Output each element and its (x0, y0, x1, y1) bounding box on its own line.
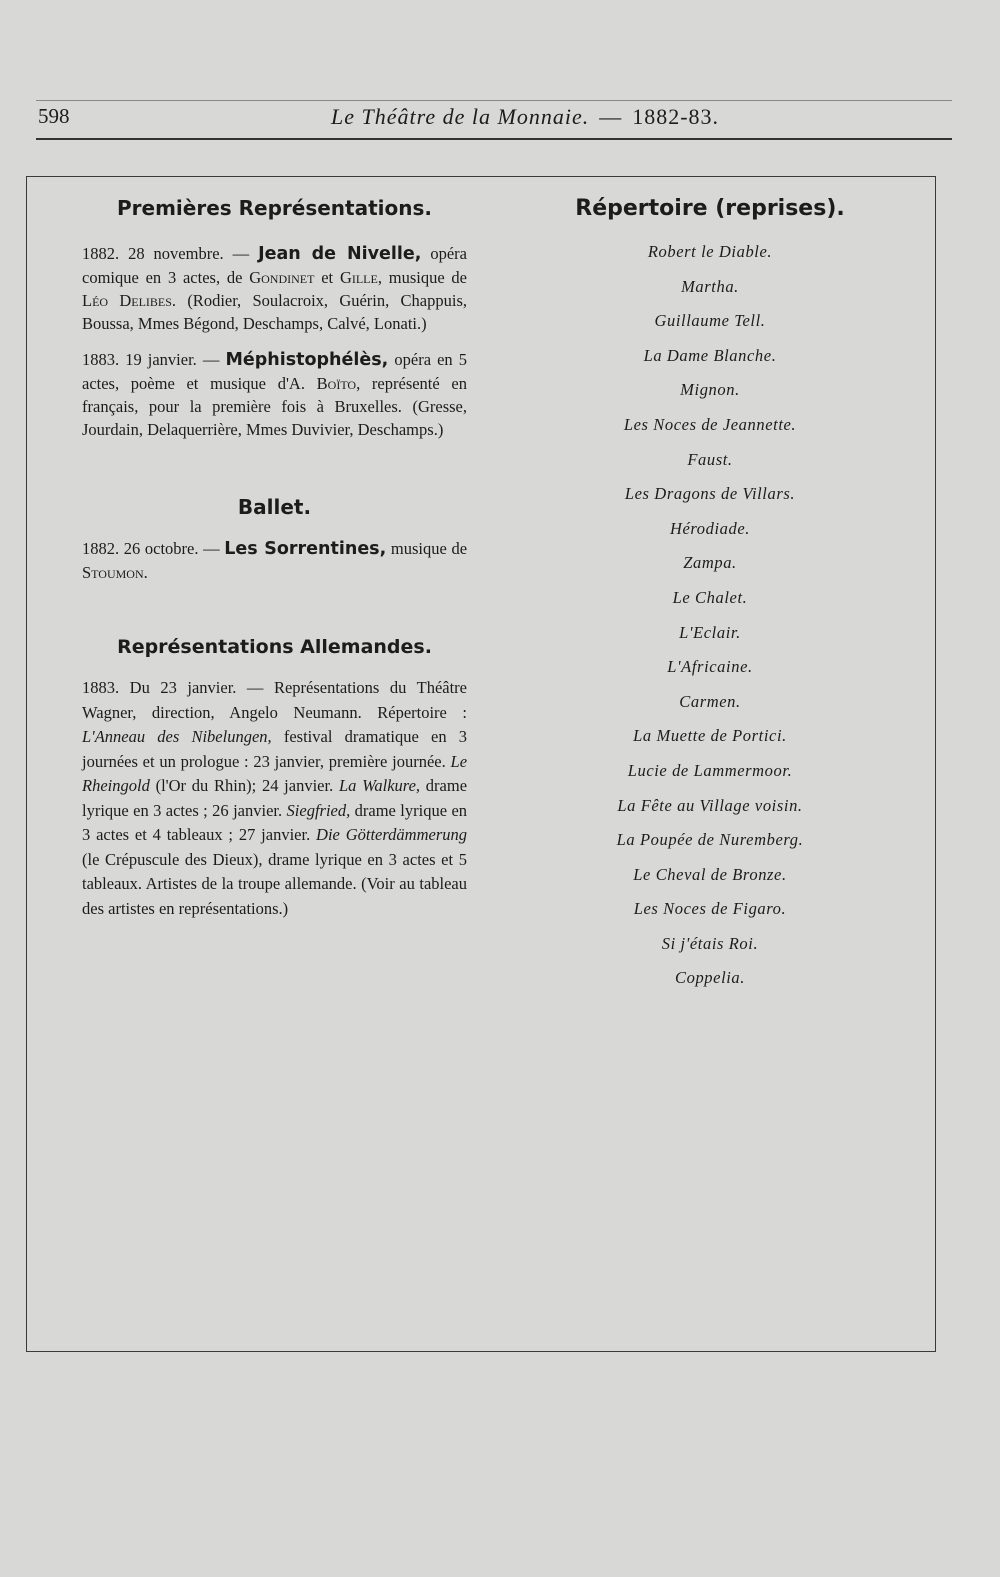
repertoire-item: Martha. (681, 276, 739, 296)
work-title: Jean de Nivelle, (258, 244, 422, 264)
cast-list: , représenté en français, pour la première fois à Bruxelles. (Gresse, Jourdain, Delaquerrière, Mmes Duvivier, Deschamps.) (82, 374, 467, 439)
work-title: Les Sorrentines, (224, 539, 387, 559)
work-title: Le Rheingold (82, 751, 468, 795)
repertoire-item: Le Chalet. (672, 587, 748, 607)
running-title-text: Le Théâtre de la Monnaie. (331, 104, 590, 129)
librettist-name: Gille (339, 268, 378, 287)
entry-text: , musique de (377, 268, 468, 287)
repertoire-item: Carmen. (679, 691, 741, 711)
work-title: La Walkure, (338, 776, 421, 795)
entry-date: 1882. 28 novembre. — (82, 244, 250, 263)
header-top-rule (36, 100, 952, 101)
running-title-years: 1882-83. (632, 104, 720, 129)
repertoire-item: Robert le Diable. (647, 242, 773, 261)
repertoire-item: La Poupée de Nuremberg. (616, 830, 804, 850)
work-title: Die Götterdämmerung (316, 825, 467, 844)
repertoire-item: Les Dragons de Villars. (624, 484, 796, 504)
running-title-dash: — (599, 104, 623, 129)
repertoire-item: L'Africaine. (667, 657, 753, 677)
repertoire-list (560, 235, 860, 996)
page-number: 598 (38, 104, 70, 128)
composer-name: Boïto (316, 374, 357, 393)
entry-text: et (321, 268, 334, 287)
repertoire-item: Hérodiade. (669, 518, 751, 538)
repertoire-item: La Muette de Portici. (633, 726, 787, 746)
premiere-entry-mephistopheles (82, 348, 467, 441)
page-header (36, 100, 952, 140)
allemandes-title: Représentations Allemandes. (117, 636, 432, 658)
repertoire-item: Lucie de Lammermoor. (627, 760, 793, 780)
repertoire-item: Guillaume Tell. (654, 311, 766, 331)
repertoire-item: La Fête au Village voisin. (617, 795, 803, 815)
composer-name: Stoumon (82, 563, 144, 582)
ballet-entry-sorrentines (82, 537, 467, 584)
ballet-title: Ballet. (237, 495, 312, 519)
entry-date: 1882. 26 octobre. — (82, 539, 220, 558)
repertoire-item: Faust. (687, 449, 733, 469)
repertoire-item: Si j'étais Roi. (661, 933, 759, 953)
running-title (331, 104, 719, 130)
repertoire-item: L'Eclair. (679, 622, 741, 642)
repertoire-item: Les Noces de Jeannette. (623, 414, 797, 434)
work-title: Méphistophélès, (225, 350, 389, 370)
composer-name: Léo Delibes (82, 291, 172, 310)
entry-text: (l'Or du Rhin); 24 janvier. (155, 776, 334, 795)
entry-text: 1883. Du 23 janvier. — Représentations du Théâtre Wagner, direction, Angelo Neumann. Répertoire : (82, 678, 467, 722)
repertoire-item: Le Cheval de Bronze. (633, 864, 787, 884)
entry-text: opéra comique en 3 actes, de (82, 244, 468, 287)
repertoire-item: Les Noces de Figaro. (633, 899, 787, 919)
entry-text: festival dramatique en 3 journées et un prologue : 23 janvier, première journée. (82, 727, 468, 771)
repertoire-item: Mignon. (680, 380, 740, 400)
repertoire-title: Répertoire (reprises). (575, 196, 845, 221)
entry-date: 1883. 19 janvier. — (82, 350, 220, 369)
header-bottom-rule (36, 138, 952, 140)
entry-text: (le Crépuscule des Dieux), drame lyrique en 3 actes et 5 tableaux. Artistes de la troupe allemande. (Voir au tableau des artistes en représentations.) (82, 849, 467, 918)
entry-text: drame lyrique en 3 actes ; 26 janvier. (82, 776, 468, 820)
cast-list: . (Rodier, Soulacroix, Guérin, Chappuis, Boussa, Mmes Bégond, Deschamps, Calvé, Lonati.) (82, 291, 467, 333)
premiere-entry-jean-de-nivelle (82, 242, 467, 335)
left-column (82, 196, 467, 921)
repertoire-item: Coppelia. (674, 968, 746, 988)
entry-text: musique de (390, 539, 468, 558)
right-column (560, 196, 860, 996)
repertoire-item: La Dame Blanche. (643, 345, 777, 365)
entry-text: drame lyrique en 3 actes et 4 tableaux ; 27 janvier. (82, 800, 468, 844)
allemandes-entry (82, 676, 467, 921)
entry-text: . (143, 563, 148, 582)
librettist-name: Gondinet (249, 268, 315, 287)
premieres-title: Premières Représentations. (116, 196, 432, 220)
entry-text: opéra en 5 actes, poème et musique d'A. (82, 350, 468, 393)
repertoire-item: Zampa. (683, 553, 737, 573)
work-title: L'Anneau des Nibelungen, (82, 727, 272, 746)
work-title: Siegfried, (286, 800, 351, 820)
